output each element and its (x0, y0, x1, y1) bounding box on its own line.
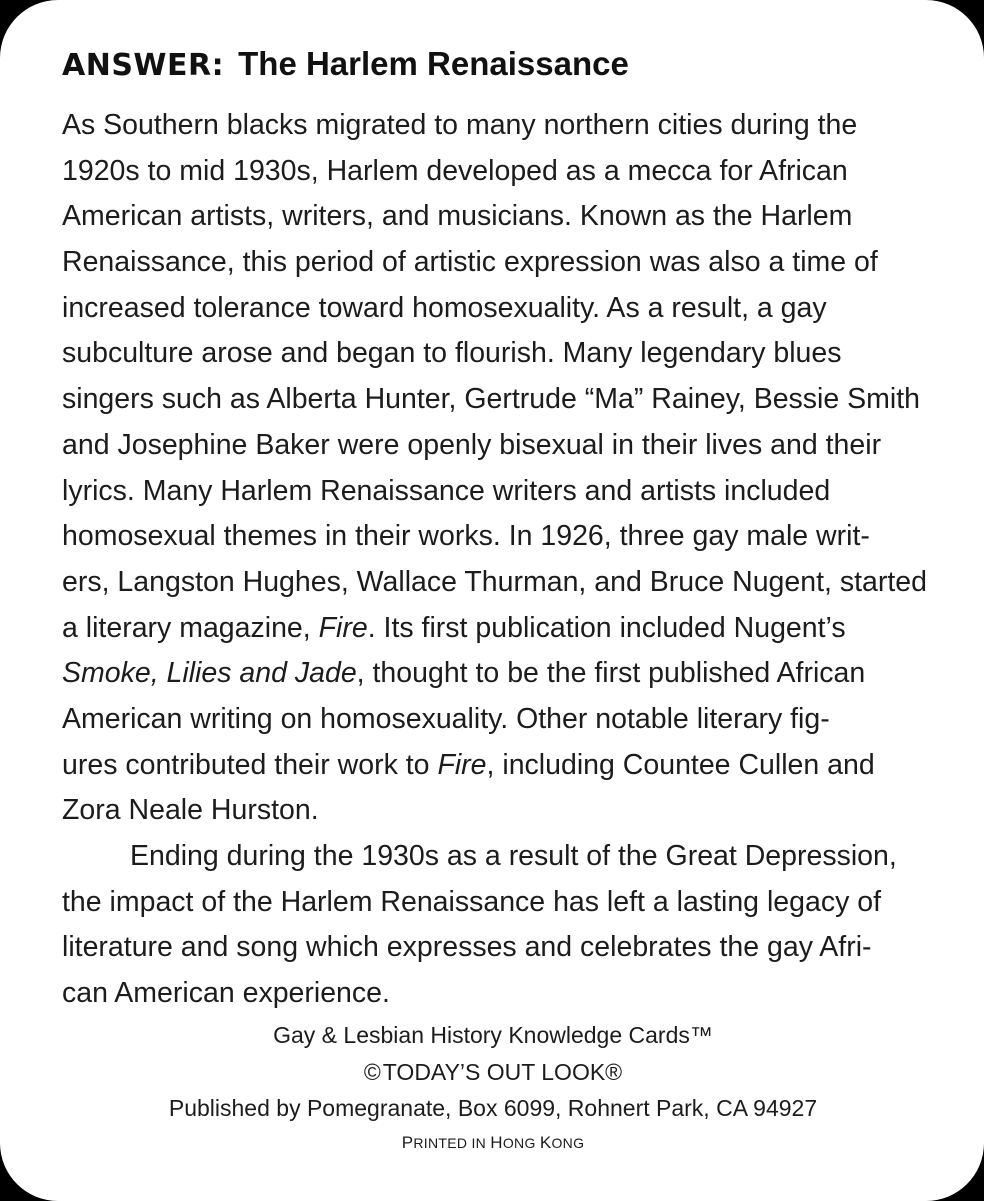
body-line: the impact of the Harlem Renaissance has left a lasting legacy of (62, 885, 882, 918)
body-line: subculture arose and began to flourish. Many legendary blues (62, 337, 842, 370)
answer-title: The Harlem Renaissance (238, 45, 629, 82)
work-title: Smoke, Lilies and Jade (62, 657, 357, 690)
answer-heading (62, 42, 629, 88)
body-line (62, 651, 984, 697)
printed-text: ONG (502, 1135, 540, 1151)
body-line: and Josephine Baker were openly bisexual in their lives and their (62, 428, 882, 461)
body-line: ers, Langston Hughes, Wallace Thurman, and Bruce Nugent, started (62, 565, 927, 598)
body-line (62, 606, 984, 652)
copyright-symbol: © (363, 1059, 381, 1085)
card-footer (0, 1016, 984, 1160)
copyright-holder: TODAY’S OUT LOOK® (382, 1059, 623, 1085)
body-text: . Its first publication included Nugent’s (367, 611, 846, 644)
body-line: lyrics. Many Harlem Renaissance writers and artists included (62, 474, 831, 507)
body-text: ures contributed their work to (62, 748, 438, 781)
body-text: a literary magazine, (62, 611, 319, 644)
series-name: Gay & Lesbian History Knowledge Cards™ (273, 1022, 713, 1048)
body-line: Zora Neale Hurston. (62, 794, 319, 827)
magazine-title: Fire (318, 611, 368, 644)
body-line: American writing on homosexuality. Other notable literary fig- (62, 702, 830, 735)
answer-label: ANSWER: (62, 48, 225, 83)
publisher-line: Published by Pomegranate, Box 6099, Rohnert Park, CA 94927 (168, 1095, 818, 1121)
body-line: can American experience. (62, 977, 390, 1010)
body-line: 1920s to mid 1930s, Harlem developed as a mecca for African (62, 154, 848, 187)
printed-in-line (0, 1126, 984, 1160)
body-line: As Southern blacks migrated to many northern cities during the (62, 109, 858, 141)
magazine-title: Fire (437, 748, 487, 781)
body-line: Renaissance, this period of artistic expression was also a time of (62, 246, 878, 279)
body-text: , thought to be the first published African (356, 657, 866, 690)
printed-text: H (490, 1133, 503, 1152)
printed-text: RINTED IN (413, 1135, 491, 1151)
body-line: American artists, writers, and musicians. Known as the Harlem (62, 200, 853, 233)
body-line: literature and song which expresses and celebrates the gay Afri- (62, 931, 872, 964)
body-text: , including Countee Cullen and (486, 748, 875, 781)
body-line: homosexual themes in their works. In 1926, three gay male writ- (62, 520, 870, 553)
copyright-line (0, 1054, 984, 1090)
printed-text: K (539, 1133, 552, 1152)
printed-text: P (401, 1133, 414, 1152)
body-line (62, 743, 984, 789)
body-line: increased tolerance toward homosexuality. As a result, a gay (62, 291, 827, 324)
printed-text: ONG (551, 1135, 585, 1151)
answer-body (62, 103, 984, 1017)
body-line: singers such as Alberta Hunter, Gertrude “Ma” Rainey, Bessie Smith (62, 383, 921, 416)
body-line: Ending during the 1930s as a result of the Great Depression, (130, 840, 897, 872)
